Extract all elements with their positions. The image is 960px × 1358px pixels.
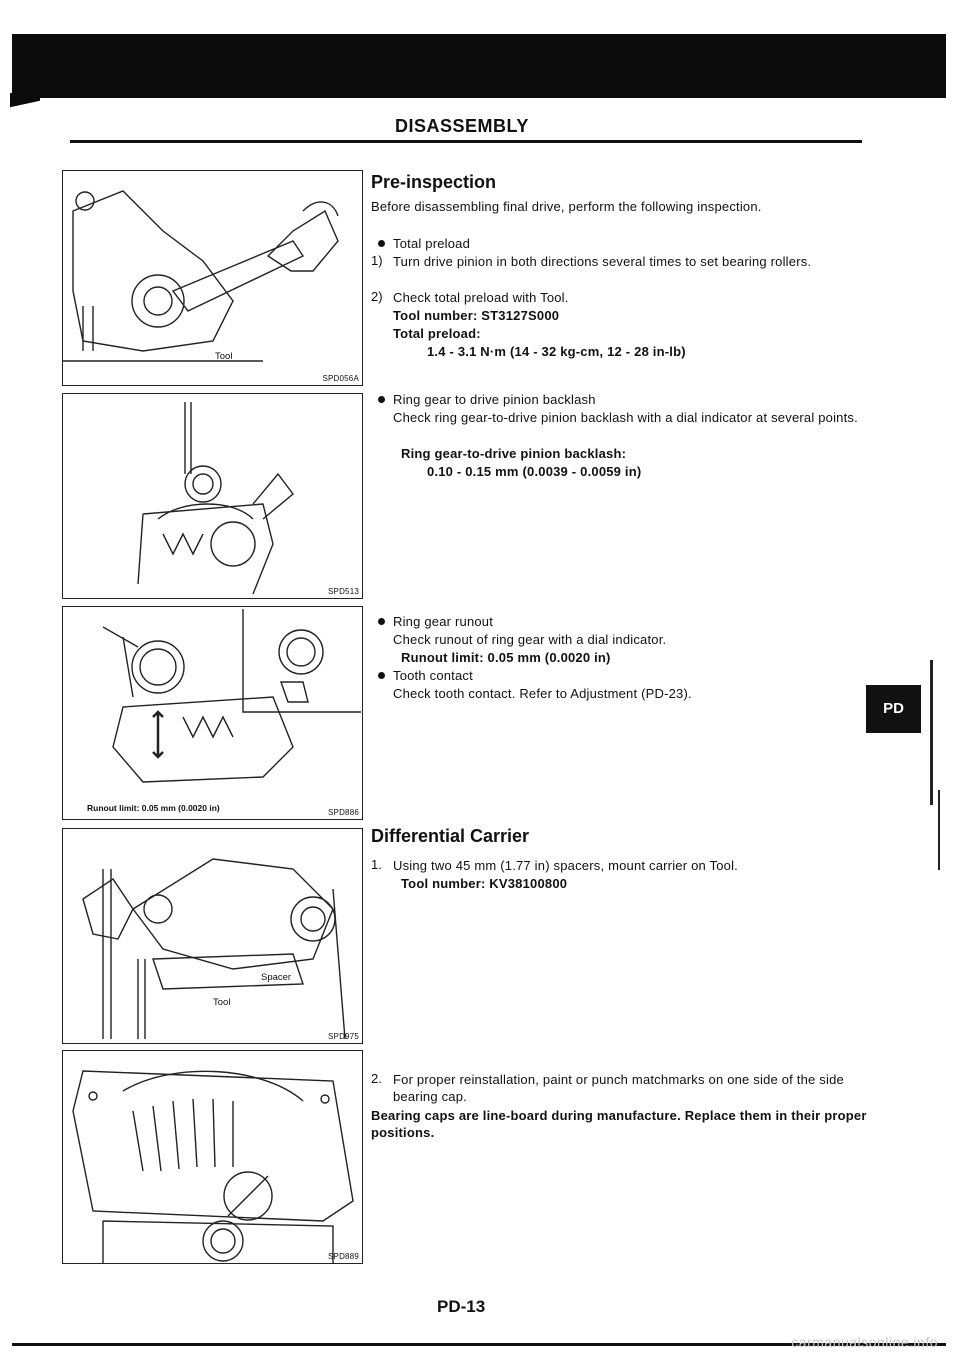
- figure-backlash: [62, 393, 363, 599]
- figure-matchmarks: [62, 1050, 363, 1264]
- runout-spec: Runout limit: 0.05 mm (0.0020 in): [401, 650, 611, 665]
- side-line: [938, 790, 940, 870]
- tool-label: Tool: [213, 997, 231, 1008]
- section-title: DISASSEMBLY: [395, 116, 529, 136]
- figure-code: SPD975: [328, 1032, 359, 1041]
- pd-section-tab: PD: [866, 685, 921, 733]
- backlash-title: Ring gear to drive pinion backlash: [393, 392, 596, 407]
- total-preload-tool-number: Tool number: ST3127S000: [393, 308, 560, 323]
- backlash-drawing: [63, 394, 362, 598]
- runout-caption: Runout limit: 0.05 mm (0.0020 in): [87, 803, 220, 813]
- backlash-text: Check ring gear-to-drive pinion backlash with a dial indicator at several points.: [393, 410, 858, 425]
- backlash-spec-label: Ring gear-to-drive pinion backlash:: [401, 446, 627, 461]
- figure-code: SPD889: [328, 1252, 359, 1261]
- side-line: [930, 660, 933, 805]
- total-preload-title: Total preload: [393, 236, 471, 251]
- total-preload-spec-label: Total preload:: [393, 326, 481, 341]
- total-preload-step2: Check total preload with Tool.: [393, 290, 569, 305]
- step-number: 2.: [371, 1071, 382, 1086]
- differential-note: Bearing caps are line-board during manufacture. Replace them in their proper positions.: [371, 1108, 867, 1140]
- figure-carrier-mount: [62, 828, 363, 1044]
- runout-text: Check runout of ring gear with a dial indicator.: [393, 632, 667, 647]
- differential-step1: Using two 45 mm (1.77 in) spacers, mount carrier on Tool.: [393, 858, 738, 873]
- total-preload-step1: Turn drive pinion in both directions several times to set bearing rollers.: [393, 254, 812, 269]
- total-preload-spec-value: 1.4 - 3.1 N·m (14 - 32 kg-cm, 12 - 28 in-lb): [427, 344, 686, 359]
- preinspection-intro: Before disassembling final drive, perform the following inspection.: [371, 199, 762, 214]
- carrier-mount-drawing: [63, 829, 362, 1043]
- top-black-banner: [12, 34, 946, 98]
- tooth-text: Check tooth contact. Refer to Adjustment (PD-23).: [393, 686, 692, 701]
- watermark: carmanualsonline.info: [791, 1334, 938, 1350]
- runout-title: Ring gear runout: [393, 614, 494, 629]
- tool-label: Tool: [215, 351, 233, 362]
- backlash-spec-value: 0.10 - 0.15 mm (0.0039 - 0.0059 in): [427, 464, 642, 479]
- preinspection-heading: Pre-inspection: [371, 172, 497, 192]
- spacer-label: Spacer: [261, 972, 292, 983]
- differential-step2: For proper reinstallation, paint or punch matchmarks on one side of the side bearing cap.: [393, 1072, 844, 1104]
- step-number: 1.: [371, 857, 382, 872]
- page-number: PD-13: [437, 1297, 486, 1316]
- figure-code: SPD513: [328, 587, 359, 596]
- differential-tool-number: Tool number: KV38100800: [401, 876, 568, 891]
- figure-code: SPD886: [328, 808, 359, 817]
- figure-runout: [62, 606, 363, 820]
- runout-drawing: [63, 607, 362, 819]
- step-number: 1): [371, 253, 383, 268]
- figure-code: SPD056A: [322, 374, 359, 383]
- figure-total-preload: [62, 170, 363, 386]
- total-preload-drawing: [63, 171, 362, 385]
- differential-heading: Differential Carrier: [371, 826, 530, 846]
- matchmarks-drawing: [63, 1051, 362, 1263]
- title-rule: [70, 140, 862, 143]
- tooth-title: Tooth contact: [393, 668, 473, 683]
- step-number: 2): [371, 289, 383, 304]
